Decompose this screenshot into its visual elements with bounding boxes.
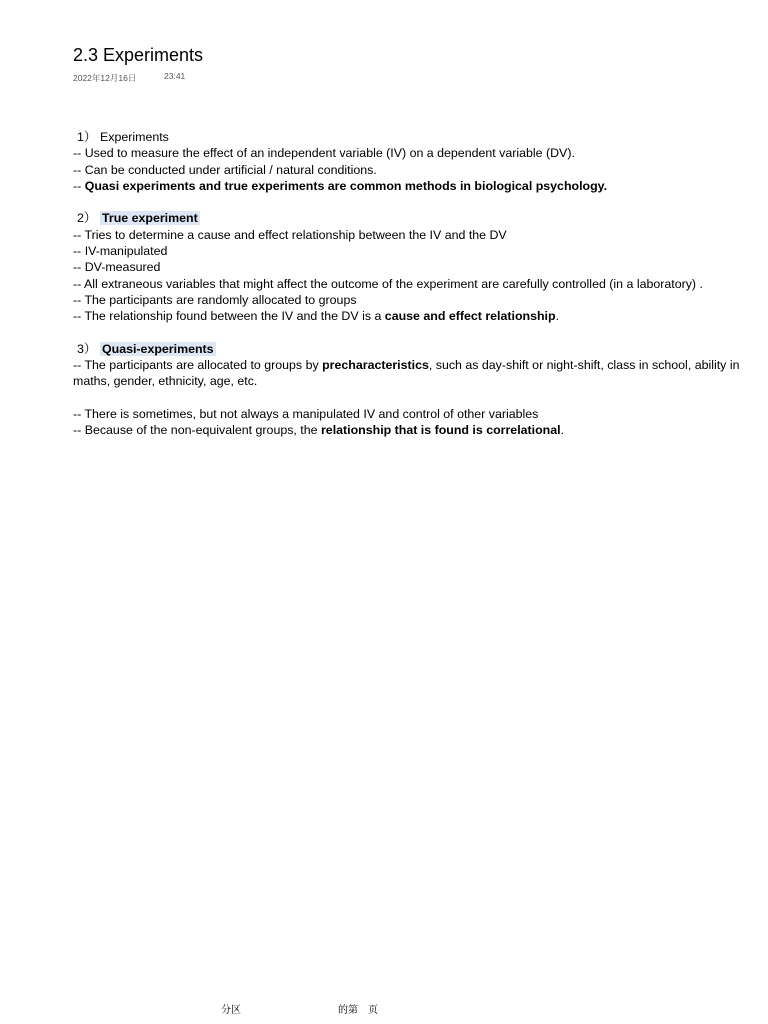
section-heading-quasi-experiments [73,341,765,357]
section-title: Experiments [100,130,169,144]
list-item: -- Tries to determine a cause and effect relationship between the IV and the DV [73,227,507,242]
list-item: -- The participants are randomly allocated to groups [73,292,357,307]
bold-text: relationship that is found is correlational [320,423,561,438]
section-number: 1） [77,130,97,144]
note-body [73,129,765,439]
list-item [73,422,765,438]
section-title: True experiment [102,211,198,226]
section-number: 3） [77,341,97,356]
bold-text: Quasi experiments and true experiments are common methods in biological psychology. [84,178,608,193]
bold-text: precharacteristics [322,358,429,373]
item-prefix: -- [73,178,85,193]
item-suffix: , such as day-shift or night-shift, class in school, ability in maths, gender, ethnicity, age, etc. [73,358,740,389]
item-text: -- The relationship found between the IV and the DV is a [73,309,385,324]
list-item [73,178,765,194]
list-item: -- Can be conducted under artificial / natural conditions. [73,162,377,177]
section-title: Quasi-experiments [102,341,214,356]
section-heading-experiments [73,129,765,145]
list-item: -- Used to measure the effect of an independent variable (IV) on a dependent variable (DV). [73,146,575,161]
list-item: -- There is sometimes, but not always a manipulated IV and control of other variables [73,407,539,422]
list-item [73,357,765,390]
page-date: 2022年12月16日 [73,73,137,83]
footer-page-label: 的第 页 [338,1005,378,1016]
list-item: -- All extraneous variables that might affect the outcome of the experiment are carefully controlled (in a laboratory) . [73,276,703,291]
page-time: 23:41 [164,71,186,81]
list-item: -- IV-manipulated [73,244,168,259]
page-title: 2.3 Experiments [73,45,204,65]
item-suffix: . [560,423,565,438]
item-suffix: . [555,309,560,324]
list-item [73,308,765,324]
section-number: 2） [77,211,97,226]
bold-text: cause and effect relationship [384,309,556,324]
item-text: -- The participants are allocated to groups by [73,358,323,373]
section-heading-true-experiment [73,210,765,226]
footer-section-label: 分区 [221,1005,241,1016]
item-text: -- Because of the non-equivalent groups, the [73,423,321,438]
list-item: -- DV-measured [73,260,161,275]
